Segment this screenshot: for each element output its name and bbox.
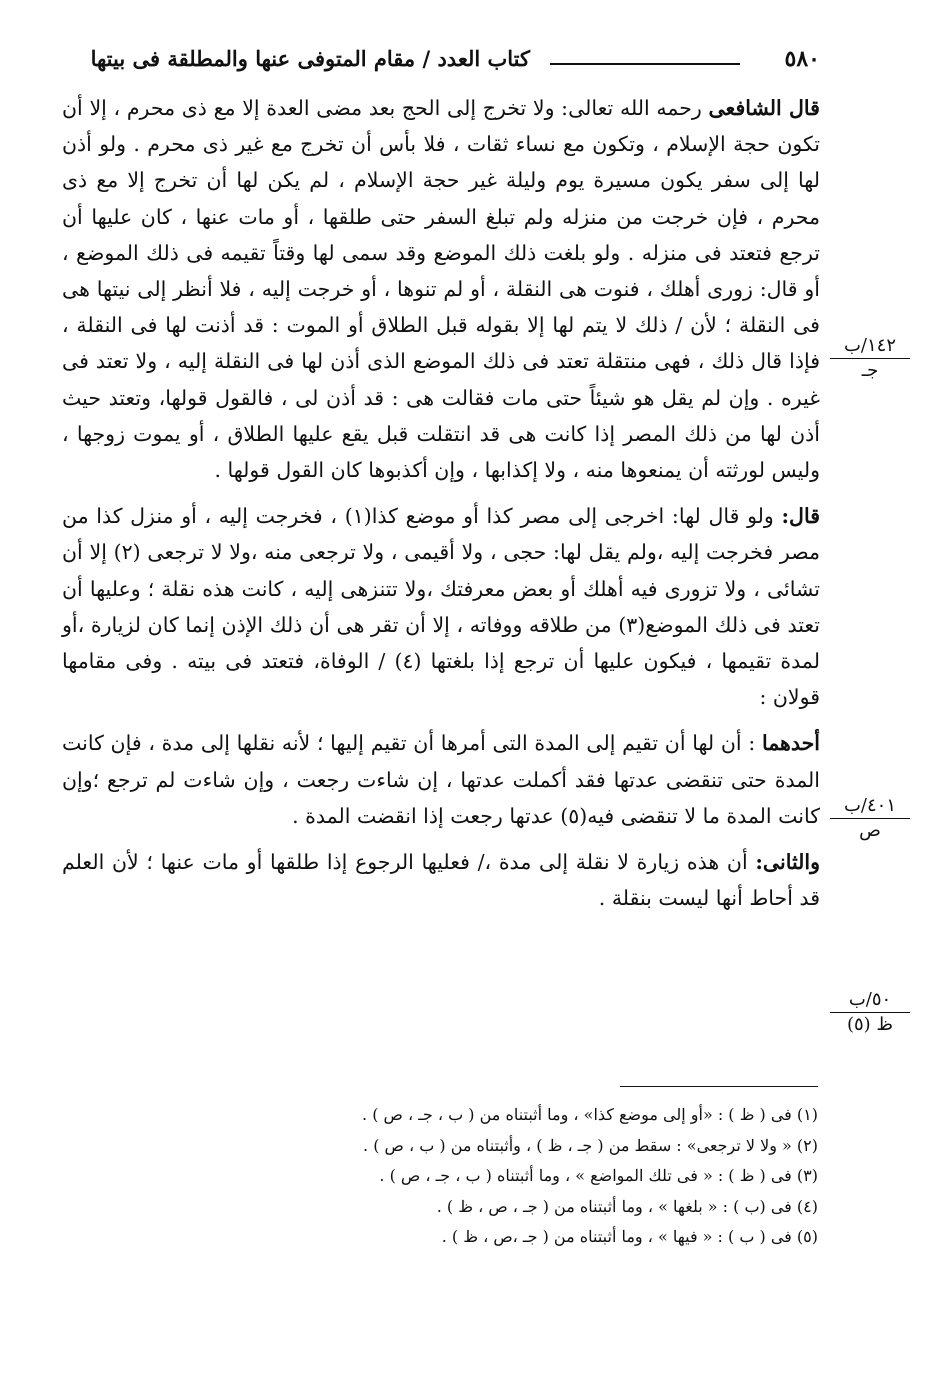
margin-note-1 — [830, 336, 910, 381]
footnote-separator — [620, 1086, 818, 1087]
footnote-1: (١) فى ( ظ ) : «أو إلى موضع كذا» ، وما أثبتناه من ( ب ، جـ ، ص ) . — [362, 1105, 818, 1124]
paragraph-body: رحمه الله تعالى: ولا تخرج إلى الحج بعد مضى العدة إلا مع ذى محرم ، إلا أن تكون حجة الإسلام ، وتكون مع نساء ثقات ، فلا بأس أن تخرج مع غير ذى محرم . ولو أذن لها إلى سفر يكون مسيرة يوم وليلة غير حجة الإسلام ، لم يكن لها أن تخرج إلا مع ذى محرم ، فإن خرجت من منزله ولم تبلغ السفر حتى طلقها ، أو مات عنها ، كان عليها أن ترجع فتعتد فى منزله . ولو بلغت ذلك الموضع وقد سمى لها وقتاً تقيمه فى ذلك الموضع ، أو قال: زورى أهلك ، فنوت هى النقلة ، أو لم تنوها ، أو خرجت إليه ، فلا أنظر إلى نيتها هى فى النقلة ؛ لأن / ذلك لا يتم لها إلا بقوله قبل الطلاق أو الموت : قد أذنت لها فى النقلة ، فإذا قال ذلك ، فهى منتقلة تعتد فى ذلك الموضع الذى أذن لها فى النقلة إليه ، ولا تعتد فى غيره . وإن لم يقل هو شيئاً حتى مات فقالت هى : قد أذن لى ، فالقول قولها، وتعتد حيث أذن لها من ذلك المصر إذا كانت هى قد انتقلت قبل يقع عليها الطلاق ، أو يموت زوجها ، وليس لورثته أن يمنعوها منه ، ولا إكذابها ، وإن أكذبوها كان القول قولها . — [62, 96, 820, 483]
paragraph-body: ولو قال لها: اخرجى إلى مصر كذا أو موضع كذا(١) ، فخرجت إليه ، أو منزل كذا من مصر فخرجت إليه ،ولم يقل لها: حجى ، ولا أقيمى ، ولا ترجعى منه ،ولا لا ترجعى (٢) إلا أن تشائى ، ولا تزورى فيه أهلك أو بعض معرفتك ،ولا تتنزهى إليه ، كانت هذه نقلة ؛ وعليها أن تعتد فى ذلك الموضع(٣) من طلاقه ووفاته ، إلا أن تقر هى أن ذلك الإذن إنما كان لزيارة ،أو لمدة تقيمها ، فيكون عليها أن ترجع إذا بلغتها (٤) / الوفاة، فتعتد فى بيته . وفى مقامها قولان : — [62, 504, 821, 710]
page-header — [60, 46, 820, 86]
margin-note-manuscript: جـ — [861, 360, 879, 381]
page-number: ٥٨٠ — [784, 46, 820, 72]
paragraph-lead: أحدهما — [761, 731, 820, 756]
paragraph-2 — [62, 498, 820, 715]
paragraph-4 — [62, 844, 820, 916]
running-head: كتاب العدد / مقام المتوفى عنها والمطلقة فى بيتها — [90, 46, 530, 71]
header-rule — [550, 63, 740, 65]
paragraph-lead: قال: — [781, 504, 820, 529]
footnotes — [300, 1100, 818, 1253]
margin-note-manuscript: ظ (٥) — [846, 1014, 894, 1035]
footnote-2: (٢) « ولا لا ترجعى» : سقط من ( جـ ، ظ ) ، وأثبتناه من ( ب ، ص ) . — [363, 1135, 818, 1155]
margin-note-3 — [830, 990, 910, 1035]
main-text — [62, 90, 820, 916]
paragraph-lead: والثانى: — [755, 850, 820, 875]
paragraph-1 — [62, 90, 820, 488]
paragraph-3 — [62, 725, 820, 834]
footnote-5: (٥) فى ( ب ) : « فيها » ، وما أثبتناه من ( جـ ،ص ، ظ ) . — [441, 1227, 818, 1246]
paragraph-lead: قال الشافعى — [708, 96, 820, 120]
paragraph-body: : أن لها أن تقيم إلى المدة التى أمرها أن تقيم إليها ؛ لأنه نقلها إلى مدة ، فإن كانت المدة حتى تنقضى عدتها فقد أكملت عدتها ، إن شاءت رجعت ، وإن شاءت لم ترجع ؛وإن كانت المدة ما لا تنقضى فيه(٥) عدتها رجعت إذا انقضت المدة . — [62, 731, 820, 828]
margin-note-manuscript: ص — [859, 820, 881, 841]
footnote-3: (٣) فى ( ظ ) : « فى تلك المواضع » ، وما أثبتناه ( ب ، جـ ، ص ) . — [379, 1166, 818, 1185]
margin-note-folio: ١٤٢/ب — [830, 336, 910, 359]
margin-note-folio: ٤٠١/ب — [830, 796, 910, 819]
footnote-4: (٤) فى (ب ) : « بلغها » ، وما أثبتناه من ( جـ ، ص ، ظ ) . — [436, 1196, 818, 1216]
margin-note-2 — [830, 796, 910, 841]
margin-note-folio: ٥٠/ب — [830, 990, 910, 1013]
paragraph-body: أن هذه زيارة لا نقلة إلى مدة ،/ فعليها الرجوع إذا طلقها أو مات عنها ؛ لأن العلم قد أحاط أنها ليست بنقلة . — [62, 850, 820, 911]
